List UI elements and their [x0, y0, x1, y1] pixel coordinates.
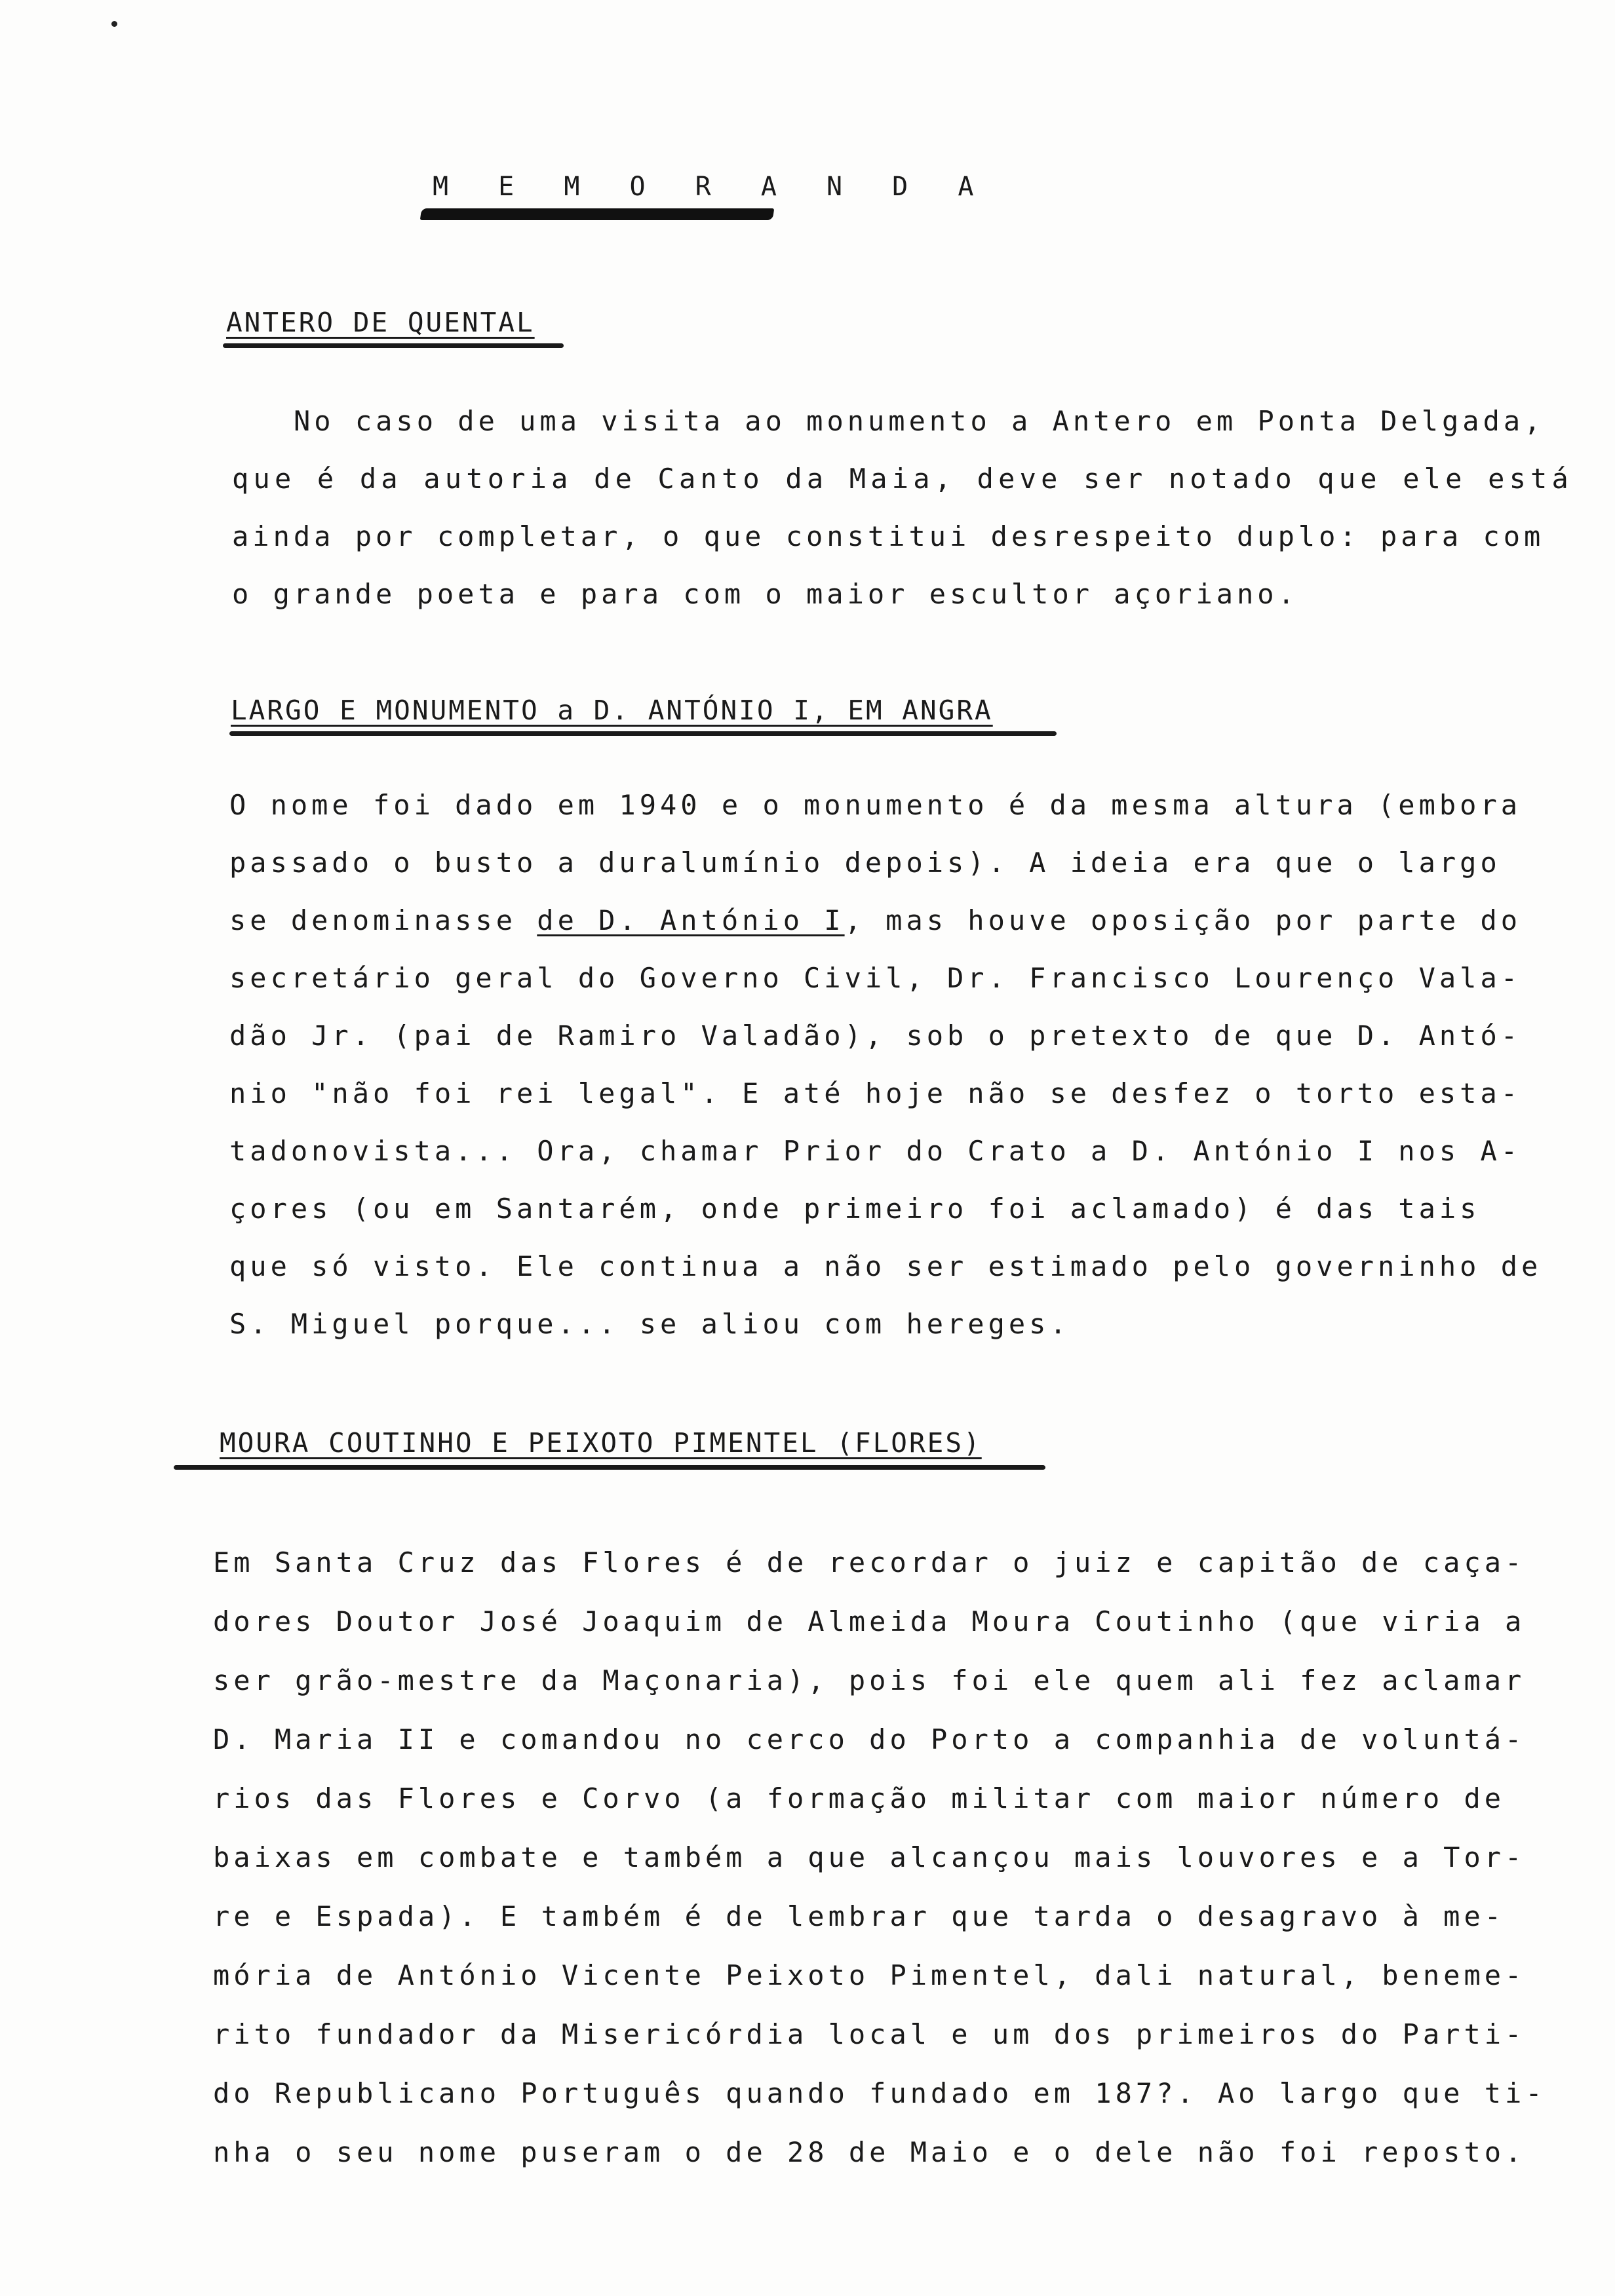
ink-speck — [111, 21, 117, 27]
paragraph-line: baixas em combate e também a que alcançou mais louvores e a Tor- — [213, 1841, 1526, 1873]
heading-underline-moura — [174, 1465, 1045, 1470]
paragraph-line-underlined — [229, 904, 1521, 936]
paragraph-line: S. Miguel porque... se aliou com hereges. — [229, 1308, 1070, 1340]
section-heading-antero: ANTERO DE QUENTAL — [226, 307, 535, 338]
paragraph-line: o grande poeta e para com o maior escultor açoriano. — [232, 578, 1298, 610]
title-underline-bar — [420, 208, 775, 220]
paragraph-line: que só visto. Ele continua a não ser estimado pelo governinho de — [229, 1250, 1542, 1282]
section-heading-largo: LARGO E MONUMENTO a D. ANTÓNIO I, EM ANGRA — [231, 695, 993, 726]
paragraph-line: rito fundador da Misericórdia local e um dos primeiros do Parti- — [213, 2018, 1526, 2050]
paragraph-line: re e Espada). E também é de lembrar que tarda o desagravo à me- — [213, 1900, 1506, 1932]
paragraph-line: passado o busto a duralumínio depois). A ideia era que o largo — [229, 847, 1501, 879]
paragraph-line: çores (ou em Santarém, onde primeiro foi aclamado) é das tais — [229, 1193, 1481, 1225]
paragraph-line: ainda por completar, o que constitui desrespeito duplo: para com — [232, 520, 1545, 552]
paragraph-line: nha o seu nome puseram o de 28 de Maio e o dele não foi reposto. — [213, 2136, 1526, 2168]
heading-underline-antero — [223, 343, 564, 348]
paragraph-line: nio "não foi rei legal". E até hoje não se desfez o torto esta- — [229, 1077, 1522, 1109]
paragraph-line: do Republicano Português quando fundado em 187?. Ao largo que ti- — [213, 2077, 1546, 2109]
paragraph-line: tadonovista... Ora, chamar Prior do Crato a D. António I nos A- — [229, 1135, 1522, 1167]
heading-underline-largo — [229, 731, 1057, 736]
paragraph-line: rios das Flores e Corvo (a formação militar com maior número de — [213, 1782, 1506, 1814]
paragraph-line: mória de António Vicente Peixoto Pimentel, dali natural, beneme- — [213, 1959, 1526, 1991]
section-heading-moura: MOURA COUTINHO E PEIXOTO PIMENTEL (FLORES) — [220, 1427, 982, 1459]
memo-title: M E M O R A N D A — [433, 172, 991, 202]
paragraph-line: dão Jr. (pai de Ramiro Valadão), sob o pretexto de que D. Antó- — [229, 1020, 1522, 1052]
line-text-pre: se denominasse — [229, 904, 537, 936]
paragraph-line: que é da autoria de Canto da Maia, deve ser notado que ele está — [232, 463, 1573, 495]
paragraph-line: No caso de uma visita ao monumento a Antero em Ponta Delgada, — [294, 405, 1545, 437]
paragraph-line: O nome foi dado em 1940 e o monumento é da mesma altura (embora — [229, 789, 1522, 821]
underlined-phrase: de D. António I — [537, 904, 845, 936]
paragraph-line: dores Doutor José Joaquim de Almeida Moura Coutinho (que viria a — [213, 1605, 1526, 1637]
paragraph-line: D. Maria II e comandou no cerco do Porto a companhia de voluntá- — [213, 1723, 1526, 1755]
paragraph-line: ser grão-mestre da Maçonaria), pois foi ele quem ali fez aclamar — [213, 1664, 1526, 1696]
paragraph-line: Em Santa Cruz das Flores é de recordar o juiz e capitão de caça- — [213, 1546, 1526, 1578]
paragraph-line: secretário geral do Governo Civil, Dr. Francisco Lourenço Vala- — [229, 962, 1522, 994]
line-text-post: , mas houve oposição por parte do — [844, 904, 1522, 936]
